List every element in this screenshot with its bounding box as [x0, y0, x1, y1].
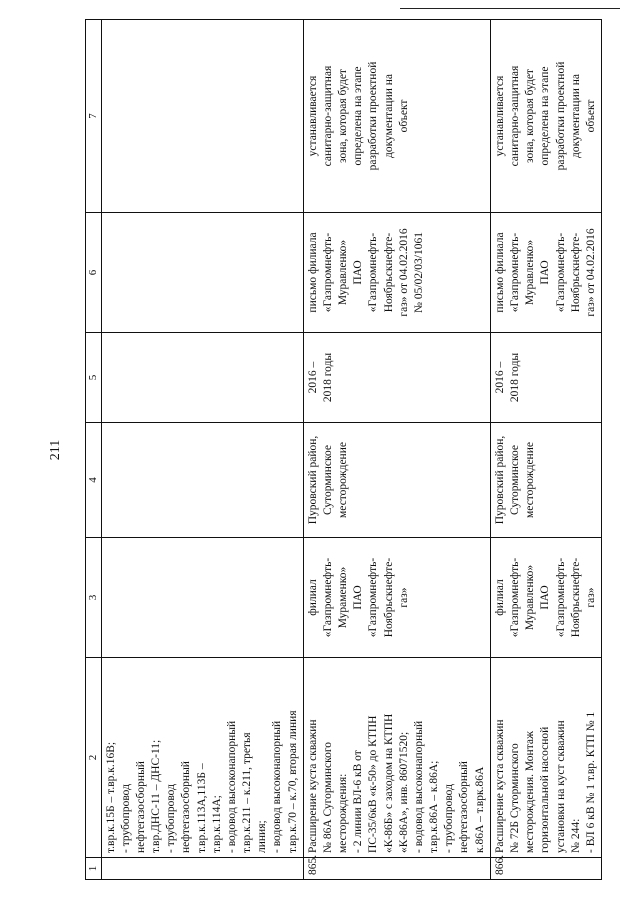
- object-description-line: - 2 линии ВЛ-6 кВ от: [352, 750, 365, 853]
- header-cell: 5: [86, 333, 102, 423]
- note-cell: [303, 20, 490, 213]
- note-line: санитарно-защитная: [508, 65, 521, 167]
- object-description-line: «К-86Б» с заходом на КТПН: [382, 713, 395, 853]
- basis-document-line: письмо филиала: [306, 232, 319, 313]
- organization-line: ПАО: [539, 585, 552, 610]
- location-line: Суторминское: [321, 444, 334, 516]
- note-line: устанавливается: [306, 75, 319, 157]
- object-description-line: установки на куст скважин: [554, 720, 567, 853]
- object-description-line: - водовод высоконапорный: [271, 720, 284, 853]
- basis-document-line: «Газпромнефть-: [554, 232, 567, 313]
- organization-line: «Газпромнефть-: [554, 557, 567, 638]
- object-description-line: т.вр.к.114А;: [210, 795, 223, 853]
- organization-line: Ноябрьскнефте-: [569, 557, 582, 638]
- rotated-table-container: [85, 20, 597, 880]
- organization-line: «Газпромнефть-: [321, 557, 334, 638]
- object-description-cell: [101, 658, 303, 858]
- organization-line: филиал: [493, 579, 506, 616]
- object-description-cell: [303, 658, 490, 858]
- object-description-line: № 72Б Суторминского: [508, 743, 521, 853]
- header-cell: 3: [86, 538, 102, 658]
- object-description-line: т.вр.к.113А,113Б –: [195, 763, 208, 853]
- register-table: [85, 19, 602, 880]
- note-cell: [490, 20, 601, 213]
- object-description-line: т.вр.к.211 – к.211, третья: [241, 732, 254, 853]
- note-line: санитарно-защитная: [321, 65, 334, 167]
- table-row: [490, 20, 601, 880]
- object-description-line: № 86А Сугорминского: [321, 741, 334, 853]
- basis-document-line: Муравленко»: [524, 239, 537, 306]
- header-row: [86, 20, 102, 880]
- object-description-line: нефтегазосборный: [134, 761, 147, 853]
- header-cell: 7: [86, 20, 102, 213]
- object-description-line: месторождения:: [337, 773, 350, 853]
- object-description-line: месторождения. Монтаж: [524, 731, 537, 853]
- object-description-line: т.вр.к.70 – к.70, вторая линия: [286, 710, 299, 853]
- object-description-line: - водовод высоконапорный: [412, 720, 425, 853]
- organization-line: газ»: [584, 587, 597, 608]
- object-description-line: нефтегазосборный: [180, 761, 193, 853]
- location-line: Суторминское: [508, 444, 521, 516]
- organization-line: Муравленко»: [524, 564, 537, 631]
- organization-line: «Газпромнефть-: [367, 557, 380, 638]
- object-description-line: Расширение куста скважин: [306, 719, 319, 853]
- object-description-line: к.86А – т.врк.86А: [473, 766, 486, 853]
- header-cell: 4: [86, 423, 102, 538]
- location-line: Пуровский район,: [306, 435, 319, 525]
- basis-document-line: «Газпромнефть-: [321, 232, 334, 313]
- header-cell: 1: [86, 858, 102, 880]
- note-line: определена на этапе: [539, 66, 552, 166]
- object-description-line: «К-86А», инв. 86071520;: [397, 731, 410, 853]
- note-line: разработки проектной: [367, 61, 380, 171]
- location-line: месторождение: [337, 442, 350, 518]
- table-row: [101, 20, 303, 880]
- object-description-line: - трубопровод: [119, 784, 132, 853]
- basis-document-line: письмо филиала: [493, 232, 506, 313]
- header-cell: 6: [86, 213, 102, 333]
- object-description-line: нефтегазосборный: [458, 761, 471, 853]
- object-description-line: № 244:: [569, 818, 582, 853]
- note-line: определена на этапе: [352, 66, 365, 166]
- organization-line: ПАО: [352, 585, 365, 610]
- basis-document-cell: [101, 213, 303, 333]
- organization-cell: [101, 538, 303, 658]
- note-line: объект: [397, 99, 410, 133]
- basis-document-line: газ» от 04.02.2016: [584, 228, 597, 317]
- object-description-line: - трубопровод: [443, 784, 456, 853]
- object-description-cell: [490, 658, 601, 858]
- organization-cell: [303, 538, 490, 658]
- location-cell: [490, 423, 601, 538]
- implementation-period-line: 2016 –: [493, 361, 506, 394]
- basis-document-cell: [303, 213, 490, 333]
- basis-document-line: Ноябрьскнефте-: [382, 232, 395, 313]
- object-description-line: - ВЛ 6 кВ № 1 т.вр. КТП № 1: [584, 711, 597, 853]
- organization-line: Ноябрьскнефте-: [382, 557, 395, 638]
- object-description-line: - трубопровод: [165, 784, 178, 853]
- basis-document-line: «Газпромнефть-: [367, 232, 380, 313]
- basis-document-line: газ» от 04.02.2016: [397, 228, 410, 317]
- basis-document-line: Муравленко»: [337, 239, 350, 306]
- table-row: [303, 20, 490, 880]
- object-description-line: Расширение куста скважин: [493, 719, 506, 853]
- top-rule: [400, 8, 620, 9]
- location-cell: [303, 423, 490, 538]
- page-number: 211: [48, 439, 63, 461]
- basis-document-cell: [490, 213, 601, 333]
- implementation-period-line: 2018 годы: [321, 352, 334, 403]
- header-cell: 2: [86, 658, 102, 858]
- object-description-line: т.вр.к.86А – к.86А;: [428, 760, 441, 853]
- note-cell: [101, 20, 303, 213]
- object-description-line: - водовод высоконапорный: [225, 720, 238, 853]
- object-description-line: ПС-35/6кВ «к-50» до КТПН: [367, 715, 380, 853]
- basis-document-line: ПАО: [539, 260, 552, 285]
- implementation-period-line: 2016 –: [306, 361, 319, 394]
- note-line: устанавливается: [493, 75, 506, 157]
- organization-line: филиал: [306, 579, 319, 616]
- location-line: Пуровский район,: [493, 435, 506, 525]
- note-line: разработки проектной: [554, 61, 567, 171]
- implementation-period-cell: [101, 333, 303, 423]
- object-description-line: горизонтальной насосной: [539, 726, 552, 853]
- basis-document-line: ПАО: [352, 260, 365, 285]
- object-description-line: линия;: [256, 820, 269, 853]
- row-number-cell: [101, 858, 303, 880]
- row-number-cell: 865.: [303, 858, 490, 880]
- implementation-period-line: 2018 годы: [508, 352, 521, 403]
- object-description-line: т.вр.к.15Б – т.вр.к.16В;: [104, 741, 117, 853]
- note-line: зона, которая будет: [337, 69, 350, 163]
- row-number-cell: 866.: [490, 858, 601, 880]
- implementation-period-cell: [303, 333, 490, 423]
- basis-document-line: Ноябрьскнефте-: [569, 232, 582, 313]
- organization-line: «Газпромнефть-: [508, 557, 521, 638]
- location-line: месторождение: [524, 442, 537, 518]
- implementation-period-cell: [490, 333, 601, 423]
- note-line: объект: [584, 99, 597, 133]
- note-line: документации на: [569, 73, 582, 159]
- note-line: документации на: [382, 73, 395, 159]
- organization-line: Мураменко»: [337, 566, 350, 629]
- basis-document-line: «Газпромнефть-: [508, 232, 521, 313]
- basis-document-line: № 05/02/03/1061: [412, 232, 425, 313]
- object-description-line: т.вр.ДНС-11 – ДНС-11;: [150, 739, 163, 853]
- organization-line: газ»: [397, 587, 410, 608]
- organization-cell: [490, 538, 601, 658]
- note-line: зона, которая будет: [524, 69, 537, 163]
- location-cell: [101, 423, 303, 538]
